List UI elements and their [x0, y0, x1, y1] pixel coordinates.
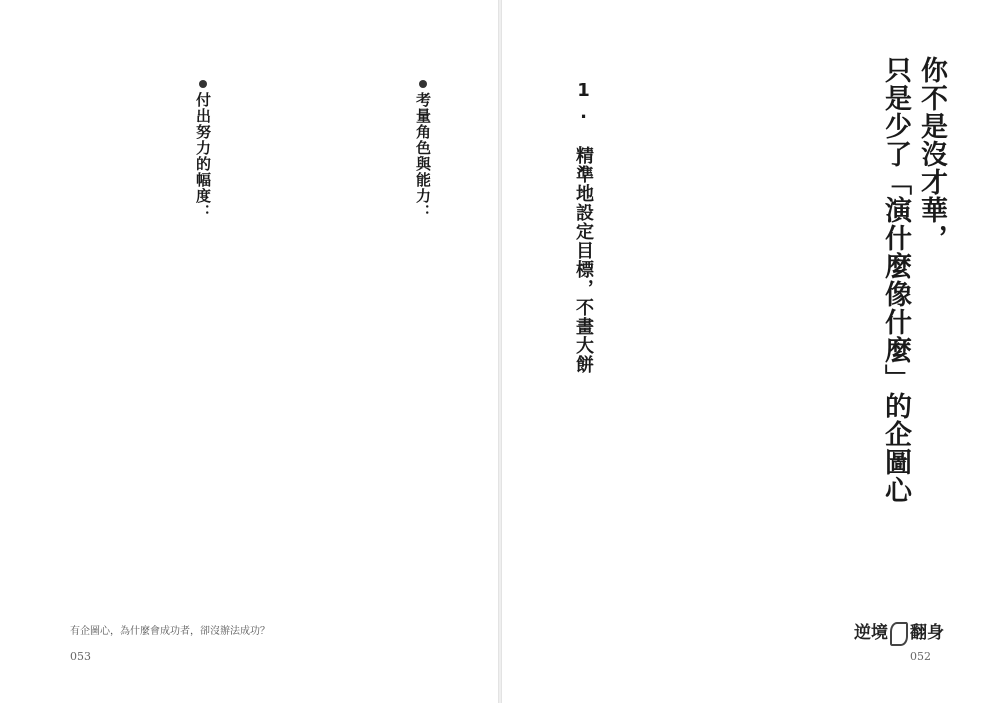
section-heading-1: 1. 精準地設定目標，不畫大餅: [573, 80, 594, 374]
subhead-role-ability: 考量角色與能力：: [415, 80, 430, 220]
bullet-icon: [199, 80, 207, 88]
page-number-left: 053: [70, 650, 91, 663]
brand-mark-icon: [890, 622, 908, 646]
page-number-right: 052: [910, 650, 931, 663]
brand-logo: 逆境 翻身: [854, 618, 944, 646]
bullet-icon: [419, 80, 427, 88]
subhead-effort: 付出努力的幅度：: [195, 80, 210, 220]
chapter-title-line-2: 只是少了「演什麼像什麼」的企圖心: [880, 56, 911, 504]
right-page: [502, 0, 1000, 703]
left-page: [0, 0, 498, 703]
running-head: 有企圖心，為什麼會成功者，卻沒辦法成功？: [70, 626, 270, 637]
chapter-title-line-1: 你不是沒才華，: [916, 56, 947, 252]
